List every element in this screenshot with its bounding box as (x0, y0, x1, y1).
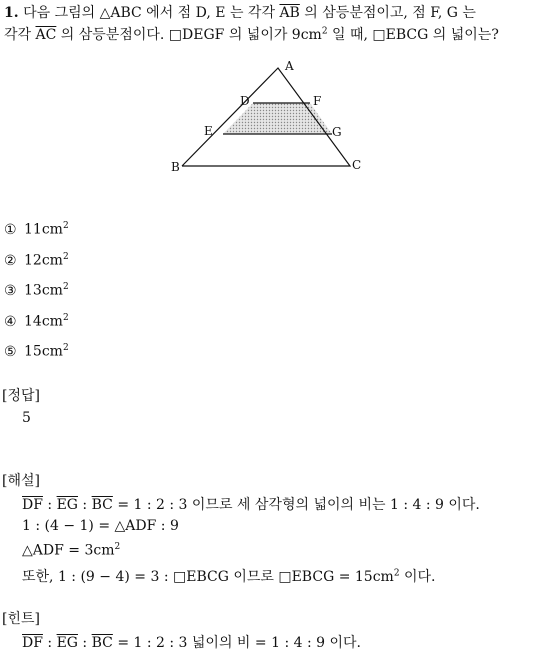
choice-value: 14cm (24, 313, 63, 330)
answer-value: 5 (22, 410, 31, 426)
label-f: F (313, 94, 322, 108)
label-d: D (240, 94, 250, 108)
superscript: 2 (62, 282, 69, 292)
question-text: 의 삼등분점이고, 점 F, G 는 (299, 5, 476, 21)
superscript: 2 (62, 221, 69, 231)
segment-eg: $\overline{EG}$ (56, 497, 78, 513)
triangle-figure (160, 52, 380, 180)
question-text: 일 때, □EBCG 의 넓이는? (327, 27, 499, 43)
choice-5[interactable] (4, 343, 69, 360)
segment-df: $\overline{DF}$ (22, 497, 43, 513)
choice-value: 12cm (24, 252, 63, 269)
choice-1[interactable] (4, 221, 69, 238)
label-c: C (352, 158, 362, 172)
choice-value: 15cm (24, 343, 63, 360)
separator: : (42, 635, 57, 651)
solution-text: 이다. (399, 569, 436, 585)
separator: : (77, 497, 92, 513)
solution-text: 또한, 1 : (9 − 4) = 3 : □EBCG 이므로 □EBCG = 15cm (22, 569, 394, 585)
label-a: A (285, 59, 294, 73)
solution-line-3 (22, 542, 120, 559)
superscript: 2 (62, 313, 69, 323)
choice-mark: ③ (4, 282, 17, 299)
solution-text: = 1 : 2 : 3 이므로 세 삼각형의 넓이의 비는 1 : 4 : 9 이다. (112, 497, 480, 513)
label-b: B (171, 160, 180, 174)
superscript: 2 (393, 568, 400, 579)
label-g: G (332, 125, 342, 139)
choice-mark: ④ (4, 313, 17, 330)
superscript: 2 (114, 542, 121, 552)
choice-mark: ② (4, 252, 17, 269)
segment-bc: $\overline{BC}$ (91, 635, 113, 651)
segment-df: $\overline{DF}$ (22, 635, 43, 651)
label-e: E (204, 124, 213, 138)
superscript: 2 (62, 252, 69, 262)
choice-value: 13cm (24, 282, 63, 299)
segment-ac: $\overline{AC}$ (35, 27, 57, 43)
question-text: 다음 그림의 △ABC 에서 점 D, E 는 각각 (23, 5, 280, 21)
superscript: 2 (62, 343, 69, 353)
answer-heading: [정답] (2, 388, 40, 404)
question-text: 의 삼등분점이다. □DEGF 의 넓이가 9cm (56, 27, 322, 43)
question-line-2 (4, 24, 499, 44)
choice-value: 11cm (24, 221, 63, 238)
hint-line (22, 632, 361, 652)
segment-bc: $\overline{BC}$ (91, 497, 113, 513)
hint-heading: [힌트] (2, 611, 40, 627)
separator: : (77, 635, 92, 651)
choice-2[interactable] (4, 252, 69, 269)
solution-text: △ADF = 3cm (22, 542, 115, 559)
solution-line-2: 1 : (4 − 1) = △ADF : 9 (22, 518, 179, 534)
separator: : (42, 497, 57, 513)
question-number: 1. (4, 5, 19, 21)
segment-eg: $\overline{EG}$ (56, 635, 78, 651)
hint-text: = 1 : 2 : 3 넓이의 비 = 1 : 4 : 9 이다. (112, 635, 361, 651)
choice-3[interactable] (4, 282, 69, 299)
choice-4[interactable] (4, 313, 69, 330)
question-line-1 (4, 2, 476, 24)
segment-ab: $\overline{AB}$ (279, 5, 300, 21)
question-text: 각각 (4, 27, 36, 43)
choice-mark: ⑤ (4, 343, 17, 360)
solution-heading: [해설] (2, 473, 40, 489)
choice-mark: ① (4, 221, 17, 238)
superscript: 2 (321, 26, 328, 37)
solution-line-1 (22, 494, 480, 514)
solution-line-4 (22, 566, 436, 586)
